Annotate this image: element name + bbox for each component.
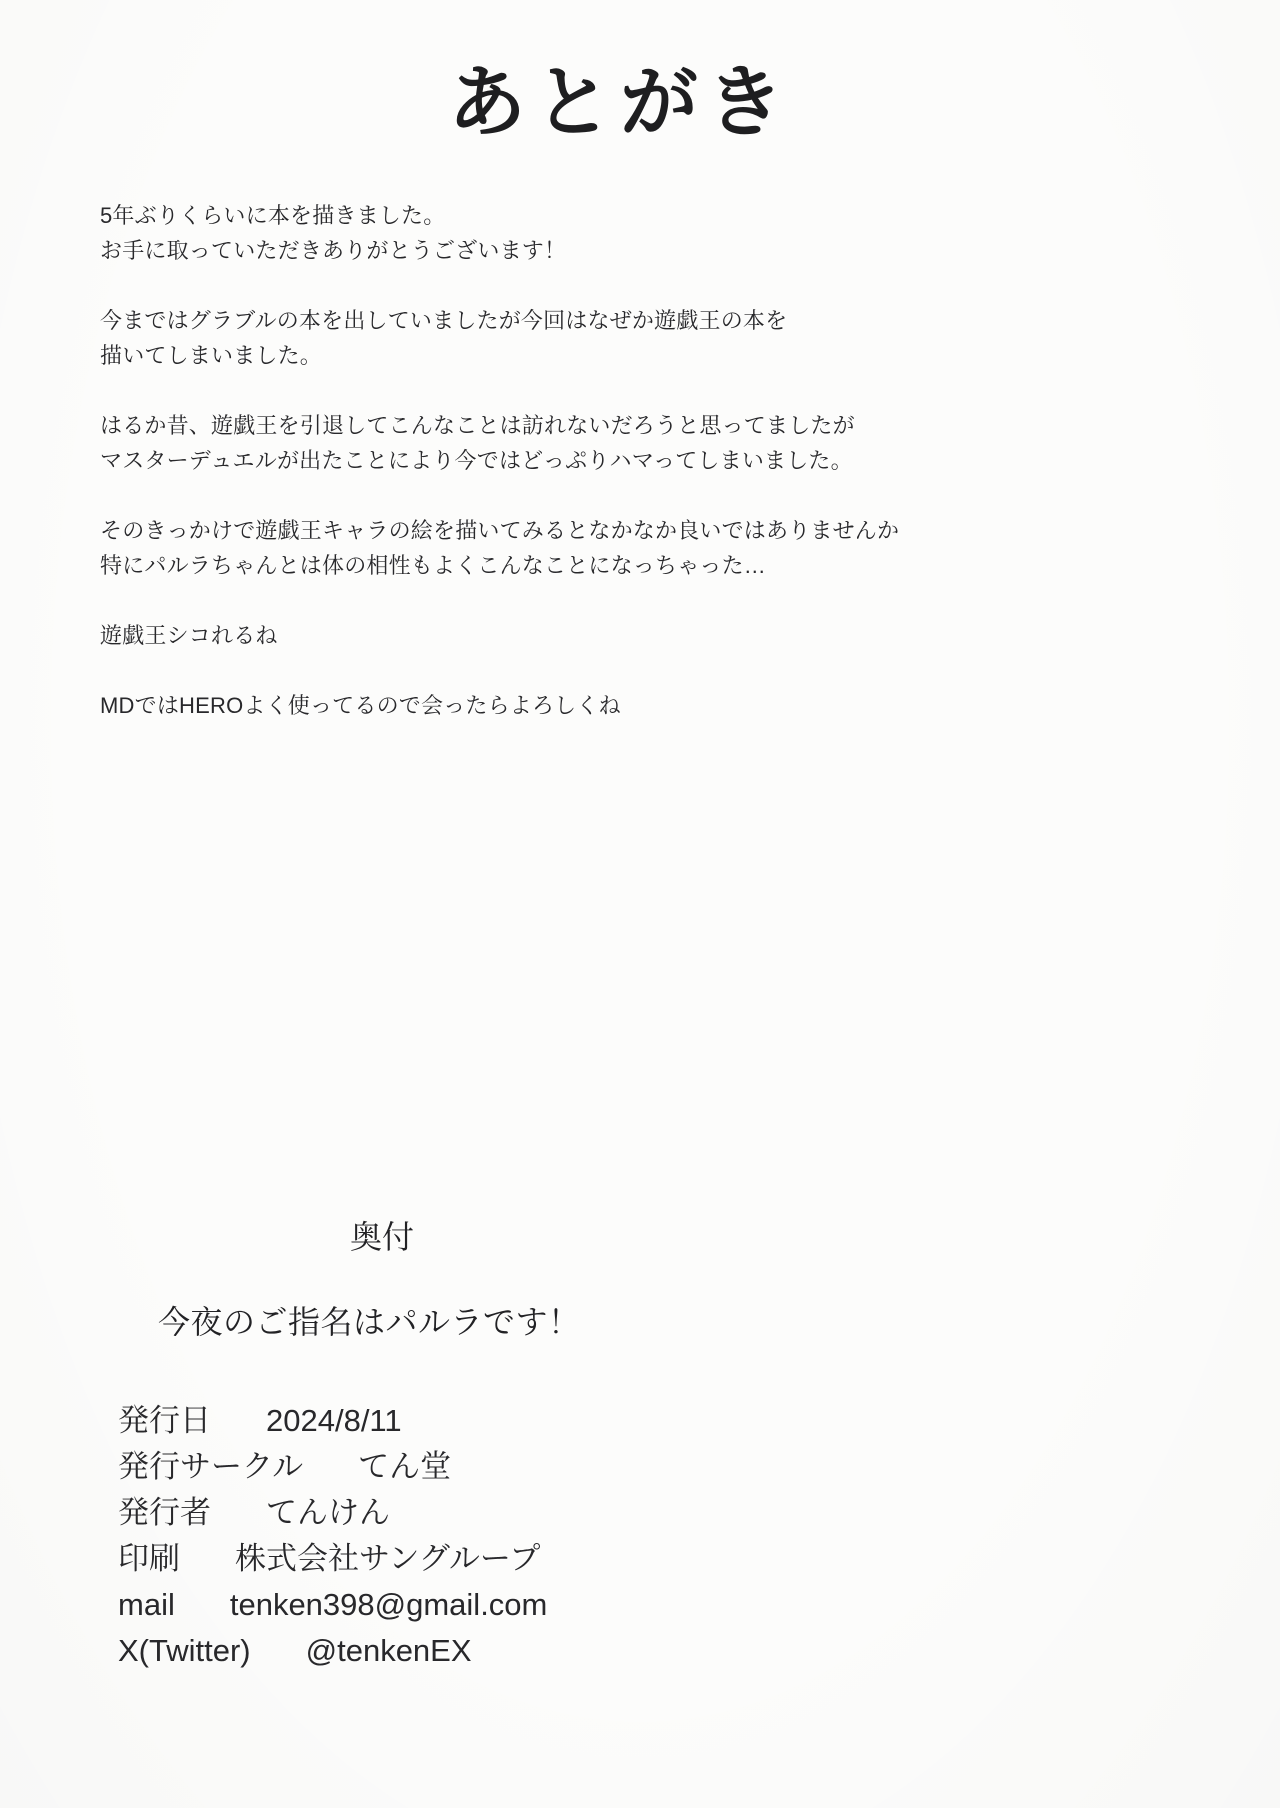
body-line: マスターデュエルが出たことにより今ではどっぷりハマってしまいました。 [100, 448, 853, 473]
publisher-label: 発行者 [118, 1495, 211, 1530]
body-line: MDではHEROよく使ってるので会ったらよろしくね [100, 693, 621, 718]
colophon-row-mail [118, 1582, 547, 1628]
printer-value: 株式会社サングループ [235, 1541, 541, 1576]
afterword-body [100, 198, 930, 758]
publish-date-value: 2024/8/11 [266, 1403, 402, 1438]
body-line: 特にパルラちゃんとは体の相性もよくこんなことになっちゃった… [100, 553, 767, 578]
circle-value: てん堂 [358, 1449, 452, 1484]
body-line: 遊戯王シコれるね [100, 623, 278, 648]
body-line: 今まではグラブルの本を出していましたが今回はなぜか遊戯王の本を [100, 308, 788, 333]
colophon-row-circle [118, 1444, 547, 1490]
colophon-row-twitter [118, 1628, 547, 1674]
page-title: あとがき [447, 59, 792, 146]
body-line: はるか昔、遊戯王を引退してこんなことは訪れないだろうと思ってましたが [100, 413, 855, 438]
body-line: お手に取っていただきありがとうございます！ [100, 238, 567, 263]
mail-address: tenken398@gmail.com [229, 1587, 548, 1622]
publisher-value: てんけん [266, 1495, 390, 1530]
paragraph [100, 513, 930, 583]
body-line: 描いてしまいました。 [100, 343, 323, 368]
printer-label: 印刷 [118, 1541, 180, 1576]
body-line: そのきっかけで遊戯王キャラの絵を描いてみるとなかなか良いではありませんか [100, 518, 900, 543]
paragraph [100, 408, 930, 478]
paragraph [100, 618, 930, 653]
paragraph [100, 303, 930, 373]
twitter-handle: @tenkenEX [305, 1633, 472, 1668]
mail-label: mail [118, 1587, 175, 1622]
colophon-row-printer [118, 1536, 547, 1582]
twitter-label: X(Twitter) [118, 1633, 251, 1668]
colophon-row-publish-date [118, 1398, 547, 1444]
paragraph [100, 688, 930, 723]
colophon-row-publisher [118, 1490, 547, 1536]
publish-date-label: 発行日 [118, 1403, 211, 1438]
book-title: 今夜のご指名はパルラです！ [158, 1304, 581, 1340]
circle-label: 発行サークル [118, 1449, 304, 1484]
colophon-heading: 奥付 [350, 1219, 415, 1255]
colophon-list [118, 1398, 547, 1674]
paragraph [100, 198, 930, 268]
body-line: 5年ぶりくらいに本を描きました。 [100, 203, 446, 228]
